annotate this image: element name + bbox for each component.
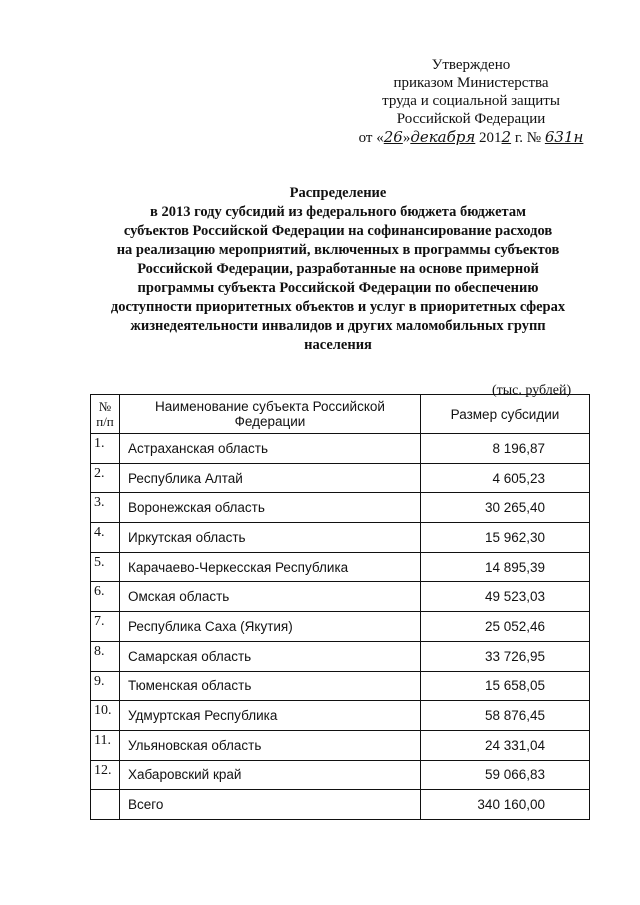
subsidy-amount: 58 876,45	[421, 701, 590, 731]
subsidy-amount: 15 658,05	[421, 671, 590, 701]
row-number: 9.	[91, 671, 120, 701]
subsidy-amount: 24 331,04	[421, 730, 590, 760]
region-name: Самарская область	[120, 641, 421, 671]
approval-date-line	[356, 128, 586, 147]
subsidy-amount: 15 962,30	[421, 523, 590, 553]
table-row	[91, 701, 590, 731]
header-number	[91, 395, 120, 434]
region-name: Воронежская область	[120, 493, 421, 523]
region-name: Карачаево-Черкесская Республика	[120, 552, 421, 582]
title-line: в 2013 году субсидий из федерального бюджета бюджетам	[150, 204, 526, 220]
subsidy-amount: 14 895,39	[421, 552, 590, 582]
region-name: Тюменская область	[120, 671, 421, 701]
row-number: 10.	[91, 701, 120, 731]
title-line: субъектов Российской Федерации на софинансирование расходов	[123, 223, 553, 239]
subsidy-amount: 59 066,83	[421, 760, 590, 790]
approval-stamp	[356, 56, 586, 147]
table-row	[91, 730, 590, 760]
table-row	[91, 671, 590, 701]
row-number: 5.	[91, 552, 120, 582]
total-region-name: Всего	[120, 790, 421, 820]
region-name: Республика Саха (Якутия)	[120, 612, 421, 642]
table-row	[91, 493, 590, 523]
subsidy-amount: 33 726,95	[421, 641, 590, 671]
subsidy-amount: 49 523,03	[421, 582, 590, 612]
handwritten-day: 26	[383, 128, 403, 146]
title-line: Российской Федерации, разработанные на основе примерной	[137, 261, 539, 277]
units-note: (тыс. рублей)	[492, 383, 572, 398]
table-row	[91, 463, 590, 493]
handwritten-year-digit: 2	[501, 128, 512, 146]
row-number: 8.	[91, 641, 120, 671]
title-line: программы субъекта Российской Федерации по обеспечению	[137, 280, 539, 296]
table-row	[91, 612, 590, 642]
title-line: на реализацию мероприятий, включенных в программы субъектов	[116, 242, 560, 258]
total-subsidy-amount: 340 160,00	[421, 790, 590, 820]
region-name: Иркутская область	[120, 523, 421, 553]
subsidy-table	[90, 394, 590, 820]
total-row-number	[91, 790, 120, 820]
row-number: 3.	[91, 493, 120, 523]
date-mid: »	[402, 130, 411, 146]
row-number: 6.	[91, 582, 120, 612]
region-name: Республика Алтай	[120, 463, 421, 493]
approval-line: приказом Министерства	[393, 75, 549, 91]
handwritten-month: декабря	[410, 128, 476, 146]
approval-line: труда и социальной защиты	[382, 93, 560, 109]
subsidy-amount: 25 052,46	[421, 612, 590, 642]
number-prefix: г. №	[511, 130, 545, 146]
title-line: жизнедеятельности инвалидов и других маломобильных групп	[130, 318, 546, 334]
row-number: 1.	[91, 434, 120, 464]
subsidy-amount: 4 605,23	[421, 463, 590, 493]
subsidy-amount: 30 265,40	[421, 493, 590, 523]
title-line: доступности приоритетных объектов и услуг в приоритетных сферах	[110, 299, 566, 315]
date-prefix: от «	[358, 130, 384, 146]
table-row	[91, 523, 590, 553]
approval-line: Утверждено	[431, 57, 511, 73]
table-row	[91, 552, 590, 582]
region-name: Омская область	[120, 582, 421, 612]
table-row	[91, 641, 590, 671]
header-number-line1: №	[98, 399, 112, 414]
header-amount: Размер субсидии	[421, 395, 590, 434]
row-number: 4.	[91, 523, 120, 553]
row-number: 2.	[91, 463, 120, 493]
header-name: Наименование субъекта Российской Федерации	[120, 395, 421, 434]
table-row	[91, 582, 590, 612]
table-header-row	[91, 395, 590, 434]
region-name: Ульяновская область	[120, 730, 421, 760]
row-number: 12.	[91, 760, 120, 790]
table-row	[91, 760, 590, 790]
year-prefix: 201	[475, 130, 502, 146]
total-row	[91, 790, 590, 820]
row-number: 7.	[91, 612, 120, 642]
handwritten-order-number: 631н	[544, 128, 584, 146]
table-row	[91, 434, 590, 464]
region-name: Хабаровский край	[120, 760, 421, 790]
header-number-line2: п/п	[96, 414, 114, 429]
approval-line: Российской Федерации	[396, 111, 546, 127]
subsidy-amount: 8 196,87	[421, 434, 590, 464]
title-line: населения	[304, 337, 372, 353]
region-name: Удмуртская Республика	[120, 701, 421, 731]
row-number: 11.	[91, 730, 120, 760]
region-name: Астраханская область	[120, 434, 421, 464]
document-title	[88, 184, 588, 355]
title-line: Распределение	[289, 185, 387, 201]
